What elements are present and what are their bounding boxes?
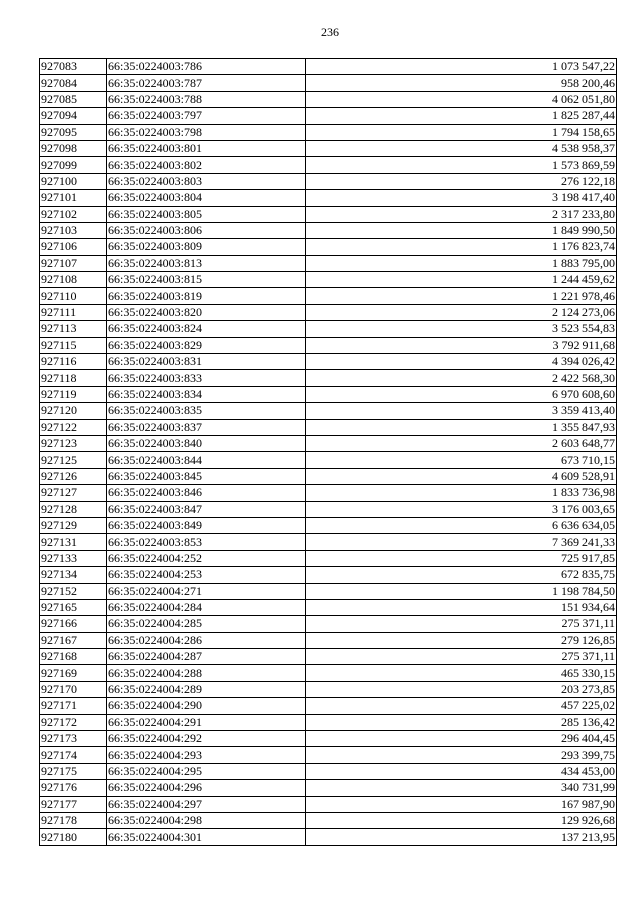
row-number-cell: 927098 (40, 140, 107, 156)
table-row (40, 124, 617, 140)
cadastral-value-cell: 1 176 823,74 (306, 239, 617, 255)
table-row (40, 567, 617, 583)
cadastral-value-cell: 1 825 287,44 (306, 108, 617, 124)
table-row (40, 780, 617, 796)
cadastral-number-cell: 66:35:0224004:287 (107, 649, 306, 665)
cadastral-value-cell: 279 126,85 (306, 632, 617, 648)
cadastral-number-cell: 66:35:0224003:847 (107, 501, 306, 517)
cadastral-value-cell: 7 369 241,33 (306, 534, 617, 550)
cadastral-number-cell: 66:35:0224004:252 (107, 550, 306, 566)
cadastral-value-cell: 275 371,11 (306, 649, 617, 665)
table-row (40, 616, 617, 632)
table-row (40, 321, 617, 337)
row-number-cell: 927103 (40, 222, 107, 238)
cadastral-value-cell: 167 987,90 (306, 796, 617, 812)
page-number: 236 (321, 25, 339, 39)
cadastral-value-cell: 1 833 736,98 (306, 485, 617, 501)
cadastral-number-cell: 66:35:0224004:288 (107, 665, 306, 681)
cadastral-value-cell: 2 603 648,77 (306, 435, 617, 451)
cadastral-value-cell: 3 792 911,68 (306, 337, 617, 353)
cadastral-number-cell: 66:35:0224004:286 (107, 632, 306, 648)
row-number-cell: 927177 (40, 796, 107, 812)
table-row (40, 370, 617, 386)
row-number-cell: 927085 (40, 91, 107, 107)
row-number-cell: 927175 (40, 763, 107, 779)
cadastral-number-cell: 66:35:0224003:819 (107, 288, 306, 304)
row-number-cell: 927123 (40, 435, 107, 451)
row-number-cell: 927174 (40, 747, 107, 763)
cadastral-value-cell: 465 330,15 (306, 665, 617, 681)
row-number-cell: 927108 (40, 272, 107, 288)
cadastral-number-cell: 66:35:0224004:297 (107, 796, 306, 812)
row-number-cell: 927115 (40, 337, 107, 353)
cadastral-number-cell: 66:35:0224004:301 (107, 829, 306, 845)
table-row (40, 829, 617, 845)
cadastral-value-cell: 276 122,18 (306, 173, 617, 189)
cadastral-value-cell: 1 794 158,65 (306, 124, 617, 140)
cadastral-number-cell: 66:35:0224003:844 (107, 452, 306, 468)
cadastral-number-cell: 66:35:0224004:271 (107, 583, 306, 599)
cadastral-number-cell: 66:35:0224003:809 (107, 239, 306, 255)
table-row (40, 337, 617, 353)
cadastral-number-cell: 66:35:0224003:853 (107, 534, 306, 550)
cadastral-value-cell: 2 317 233,80 (306, 206, 617, 222)
row-number-cell: 927168 (40, 649, 107, 665)
cadastral-number-cell: 66:35:0224004:298 (107, 812, 306, 828)
row-number-cell: 927113 (40, 321, 107, 337)
row-number-cell: 927102 (40, 206, 107, 222)
row-number-cell: 927167 (40, 632, 107, 648)
cadastral-value-cell: 6 970 608,60 (306, 386, 617, 402)
cadastral-number-cell: 66:35:0224004:285 (107, 616, 306, 632)
cadastral-value-cell: 3 523 554,83 (306, 321, 617, 337)
table-row (40, 698, 617, 714)
row-number-cell: 927101 (40, 190, 107, 206)
cadastral-value-cell: 285 136,42 (306, 714, 617, 730)
cadastral-value-cell: 457 225,02 (306, 698, 617, 714)
row-number-cell: 927084 (40, 75, 107, 91)
table-row (40, 173, 617, 189)
cadastral-number-cell: 66:35:0224003:829 (107, 337, 306, 353)
row-number-cell: 927176 (40, 780, 107, 796)
row-number-cell: 927128 (40, 501, 107, 517)
cadastral-number-cell: 66:35:0224004:284 (107, 599, 306, 615)
table-body (40, 59, 617, 846)
cadastral-value-cell: 4 538 958,37 (306, 140, 617, 156)
cadastral-value-cell: 4 394 026,42 (306, 354, 617, 370)
row-number-cell: 927152 (40, 583, 107, 599)
cadastral-value-cell: 203 273,85 (306, 681, 617, 697)
cadastral-value-cell: 3 198 417,40 (306, 190, 617, 206)
cadastral-number-cell: 66:35:0224003:802 (107, 157, 306, 173)
row-number-cell: 927119 (40, 386, 107, 402)
cadastral-value-cell: 672 835,75 (306, 567, 617, 583)
cadastral-value-cell: 3 176 003,65 (306, 501, 617, 517)
cadastral-value-cell: 2 422 568,30 (306, 370, 617, 386)
cadastral-number-cell: 66:35:0224003:820 (107, 304, 306, 320)
table-row (40, 386, 617, 402)
cadastral-number-cell: 66:35:0224004:291 (107, 714, 306, 730)
row-number-cell: 927122 (40, 419, 107, 435)
row-number-cell: 927107 (40, 255, 107, 271)
table-row (40, 403, 617, 419)
table-row (40, 747, 617, 763)
row-number-cell: 927169 (40, 665, 107, 681)
row-number-cell: 927127 (40, 485, 107, 501)
row-number-cell: 927126 (40, 468, 107, 484)
cadastral-number-cell: 66:35:0224003:845 (107, 468, 306, 484)
row-number-cell: 927166 (40, 616, 107, 632)
table-row (40, 419, 617, 435)
row-number-cell: 927083 (40, 59, 107, 75)
cadastral-value-cell: 1 244 459,62 (306, 272, 617, 288)
cadastral-value-cell: 275 371,11 (306, 616, 617, 632)
table-row (40, 714, 617, 730)
cadastral-number-cell: 66:35:0224003:805 (107, 206, 306, 222)
row-number-cell: 927165 (40, 599, 107, 615)
cadastral-value-cell: 2 124 273,06 (306, 304, 617, 320)
row-number-cell: 927111 (40, 304, 107, 320)
row-number-cell: 927129 (40, 517, 107, 533)
table-row (40, 763, 617, 779)
row-number-cell: 927099 (40, 157, 107, 173)
cadastral-number-cell: 66:35:0224003:806 (107, 222, 306, 238)
table-row (40, 812, 617, 828)
cadastral-number-cell: 66:35:0224003:840 (107, 435, 306, 451)
row-number-cell: 927133 (40, 550, 107, 566)
table-row (40, 288, 617, 304)
cadastral-value-cell: 4 609 528,91 (306, 468, 617, 484)
row-number-cell: 927172 (40, 714, 107, 730)
cadastral-value-cell: 129 926,68 (306, 812, 617, 828)
cadastral-number-cell: 66:35:0224004:296 (107, 780, 306, 796)
table-row (40, 501, 617, 517)
cadastral-number-cell: 66:35:0224003:834 (107, 386, 306, 402)
cadastral-number-cell: 66:35:0224004:295 (107, 763, 306, 779)
cadastral-number-cell: 66:35:0224004:290 (107, 698, 306, 714)
cadastral-number-cell: 66:35:0224004:253 (107, 567, 306, 583)
cadastral-number-cell: 66:35:0224003:849 (107, 517, 306, 533)
cadastral-number-cell: 66:35:0224003:801 (107, 140, 306, 156)
row-number-cell: 927100 (40, 173, 107, 189)
cadastral-number-cell: 66:35:0224003:804 (107, 190, 306, 206)
cadastral-number-cell: 66:35:0224004:289 (107, 681, 306, 697)
table-row (40, 91, 617, 107)
row-number-cell: 927118 (40, 370, 107, 386)
cadastral-number-cell: 66:35:0224003:797 (107, 108, 306, 124)
table-row (40, 157, 617, 173)
table-row (40, 731, 617, 747)
cadastral-number-cell: 66:35:0224004:293 (107, 747, 306, 763)
row-number-cell: 927110 (40, 288, 107, 304)
table-row (40, 796, 617, 812)
cadastral-value-cell: 1 573 869,59 (306, 157, 617, 173)
cadastral-number-cell: 66:35:0224003:798 (107, 124, 306, 140)
table-row (40, 681, 617, 697)
row-number-cell: 927094 (40, 108, 107, 124)
table-row (40, 435, 617, 451)
cadastral-number-cell: 66:35:0224003:837 (107, 419, 306, 435)
table-row (40, 599, 617, 615)
row-number-cell: 927171 (40, 698, 107, 714)
cadastral-value-cell: 1 883 795,00 (306, 255, 617, 271)
table-row (40, 632, 617, 648)
cadastral-value-cell: 1 073 547,22 (306, 59, 617, 75)
row-number-cell: 927131 (40, 534, 107, 550)
cadastral-number-cell: 66:35:0224003:824 (107, 321, 306, 337)
table-row (40, 665, 617, 681)
cadastral-value-cell: 296 404,45 (306, 731, 617, 747)
row-number-cell: 927173 (40, 731, 107, 747)
cadastral-value-table (39, 58, 617, 846)
table-row (40, 140, 617, 156)
cadastral-number-cell: 66:35:0224003:787 (107, 75, 306, 91)
cadastral-value-cell: 1 849 990,50 (306, 222, 617, 238)
table-row (40, 550, 617, 566)
cadastral-value-cell: 6 636 634,05 (306, 517, 617, 533)
cadastral-value-cell: 1 355 847,93 (306, 419, 617, 435)
row-number-cell: 927134 (40, 567, 107, 583)
table-row (40, 59, 617, 75)
cadastral-number-cell: 66:35:0224004:292 (107, 731, 306, 747)
table-row (40, 485, 617, 501)
row-number-cell: 927095 (40, 124, 107, 140)
table-row (40, 649, 617, 665)
cadastral-value-cell: 137 213,95 (306, 829, 617, 845)
cadastral-value-cell: 151 934,64 (306, 599, 617, 615)
cadastral-value-cell: 4 062 051,80 (306, 91, 617, 107)
table-row (40, 517, 617, 533)
table-row (40, 222, 617, 238)
table-row (40, 206, 617, 222)
cadastral-number-cell: 66:35:0224003:831 (107, 354, 306, 370)
cadastral-number-cell: 66:35:0224003:803 (107, 173, 306, 189)
row-number-cell: 927170 (40, 681, 107, 697)
row-number-cell: 927120 (40, 403, 107, 419)
row-number-cell: 927125 (40, 452, 107, 468)
table-row (40, 255, 617, 271)
row-number-cell: 927116 (40, 354, 107, 370)
cadastral-value-cell: 3 359 413,40 (306, 403, 617, 419)
cadastral-value-cell: 434 453,00 (306, 763, 617, 779)
cadastral-value-cell: 673 710,15 (306, 452, 617, 468)
table-row (40, 304, 617, 320)
table-row (40, 583, 617, 599)
row-number-cell: 927106 (40, 239, 107, 255)
cadastral-value-cell: 340 731,99 (306, 780, 617, 796)
cadastral-number-cell: 66:35:0224003:788 (107, 91, 306, 107)
table-row (40, 239, 617, 255)
table-row (40, 354, 617, 370)
table-row (40, 534, 617, 550)
table-row (40, 272, 617, 288)
cadastral-value-cell: 1 198 784,50 (306, 583, 617, 599)
table-row (40, 468, 617, 484)
table-row (40, 108, 617, 124)
cadastral-value-cell: 1 221 978,46 (306, 288, 617, 304)
cadastral-number-cell: 66:35:0224003:813 (107, 255, 306, 271)
cadastral-number-cell: 66:35:0224003:786 (107, 59, 306, 75)
table-row (40, 452, 617, 468)
cadastral-value-cell: 725 917,85 (306, 550, 617, 566)
table-row (40, 190, 617, 206)
cadastral-number-cell: 66:35:0224003:815 (107, 272, 306, 288)
cadastral-number-cell: 66:35:0224003:833 (107, 370, 306, 386)
row-number-cell: 927178 (40, 812, 107, 828)
cadastral-value-cell: 958 200,46 (306, 75, 617, 91)
row-number-cell: 927180 (40, 829, 107, 845)
cadastral-number-cell: 66:35:0224003:835 (107, 403, 306, 419)
cadastral-value-cell: 293 399,75 (306, 747, 617, 763)
cadastral-number-cell: 66:35:0224003:846 (107, 485, 306, 501)
table-row (40, 75, 617, 91)
